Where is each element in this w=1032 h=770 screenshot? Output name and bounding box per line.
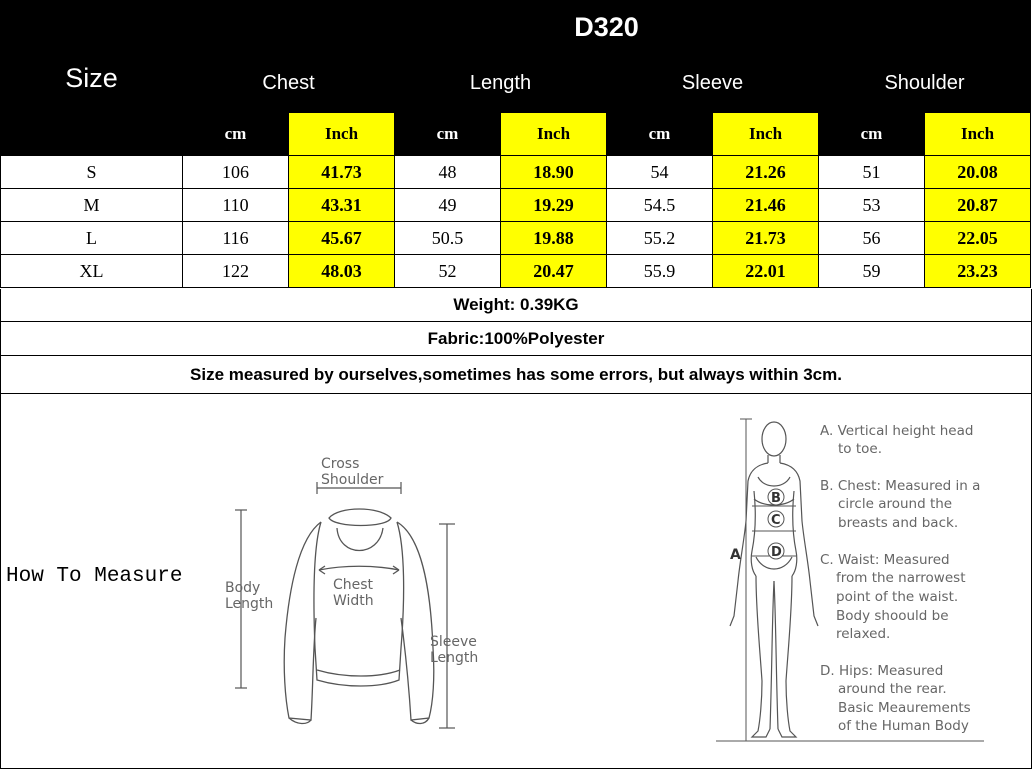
legend-b-line: B. Chest: Measured in a — [820, 478, 981, 494]
sleeve-inch-cell: 21.46 — [713, 189, 819, 222]
shoulder-cm-cell: 56 — [819, 222, 925, 255]
marker-a-label: A — [730, 547, 741, 563]
sleeve-cm-cell: 54.5 — [607, 189, 713, 222]
table-row — [1, 156, 1031, 189]
cross-shoulder-label: Cross — [321, 456, 360, 472]
product-code: D320 — [183, 1, 1031, 54]
unit-inch-header: Inch — [289, 113, 395, 156]
unit-cm-header: cm — [607, 113, 713, 156]
size-table — [0, 0, 1031, 288]
size-cell: S — [1, 156, 183, 189]
legend-a-line: to toe. — [838, 441, 882, 457]
weight-row: Weight: 0.39KG — [0, 289, 1032, 322]
sleeve-cm-cell: 54 — [607, 156, 713, 189]
legend-c-line: C. Waist: Measured — [820, 552, 950, 568]
body-diagram — [716, 411, 1016, 761]
marker-b-label: B — [771, 491, 781, 506]
chest-inch-cell: 48.03 — [289, 255, 395, 288]
length-cm-cell: 52 — [395, 255, 501, 288]
shoulder-cm-cell: 59 — [819, 255, 925, 288]
how-to-measure-panel — [0, 393, 1032, 769]
marker-c-label: C — [771, 513, 781, 528]
length-inch-cell: 20.47 — [501, 255, 607, 288]
chest-inch-cell: 43.31 — [289, 189, 395, 222]
shoulder-inch-cell: 22.05 — [925, 222, 1031, 255]
shoulder-inch-cell: 20.87 — [925, 189, 1031, 222]
unit-inch-header: Inch — [925, 113, 1031, 156]
size-cell: XL — [1, 255, 183, 288]
length-cm-cell: 50.5 — [395, 222, 501, 255]
length-header: Length — [395, 54, 607, 113]
length-inch-cell: 19.88 — [501, 222, 607, 255]
human-figure-icon — [730, 422, 818, 737]
chest-cm-cell: 122 — [183, 255, 289, 288]
size-cell: M — [1, 189, 183, 222]
chest-cm-cell: 116 — [183, 222, 289, 255]
unit-inch-header: Inch — [713, 113, 819, 156]
chest-inch-cell: 45.67 — [289, 222, 395, 255]
legend-a-line: A. Vertical height head — [820, 423, 974, 439]
sleeve-cm-cell: 55.9 — [607, 255, 713, 288]
sleeve-inch-cell: 21.26 — [713, 156, 819, 189]
body-length-label: Body — [225, 580, 261, 596]
table-row — [1, 255, 1031, 288]
legend-c-line: point of the waist. — [836, 589, 959, 605]
chest-header: Chest — [183, 54, 395, 113]
garment-diagram — [219, 448, 499, 748]
legend-c-line: relaxed. — [836, 626, 891, 642]
sweater-sketch-icon — [284, 509, 434, 724]
legend-d-line: D. Hips: Measured — [820, 663, 944, 679]
unit-cm-header: cm — [395, 113, 501, 156]
unit-cm-header: cm — [183, 113, 289, 156]
marker-d-label: D — [771, 545, 782, 560]
sleeve-header: Sleeve — [607, 54, 819, 113]
chest-inch-cell: 41.73 — [289, 156, 395, 189]
table-row — [1, 189, 1031, 222]
length-cm-cell: 48 — [395, 156, 501, 189]
chest-cm-cell: 110 — [183, 189, 289, 222]
sleeve-length-label: Sleeve — [430, 634, 477, 650]
length-inch-cell: 19.29 — [501, 189, 607, 222]
length-inch-cell: 18.90 — [501, 156, 607, 189]
shoulder-inch-cell: 20.08 — [925, 156, 1031, 189]
legend-d-line: of the Human Body — [838, 718, 969, 734]
legend-d-line: around the rear. — [838, 681, 947, 697]
chest-cm-cell: 106 — [183, 156, 289, 189]
length-cm-cell: 49 — [395, 189, 501, 222]
legend-c-line: from the narrowest — [836, 570, 966, 586]
shoulder-inch-cell: 23.23 — [925, 255, 1031, 288]
unit-cm-header: cm — [819, 113, 925, 156]
measurement-note: Size measured by ourselves,sometimes has some errors, but always within 3cm. — [0, 356, 1032, 394]
chest-width-label: Width — [333, 593, 374, 609]
measure-lines — [740, 419, 796, 741]
size-header: Size — [1, 1, 183, 156]
sleeve-length-label: Length — [430, 650, 479, 666]
shoulder-cm-cell: 53 — [819, 189, 925, 222]
size-cell: L — [1, 222, 183, 255]
table-row — [1, 222, 1031, 255]
sleeve-inch-cell: 22.01 — [713, 255, 819, 288]
cross-shoulder-label: Shoulder — [321, 472, 384, 488]
sleeve-inch-cell: 21.73 — [713, 222, 819, 255]
body-length-label: Length — [225, 596, 274, 612]
legend-d-line: Basic Meaurements — [838, 700, 971, 716]
unit-inch-header: Inch — [501, 113, 607, 156]
sleeve-cm-cell: 55.2 — [607, 222, 713, 255]
fabric-row: Fabric:100%Polyester — [0, 322, 1032, 356]
how-to-measure-label: How To Measure — [6, 565, 183, 588]
legend-b-line: breasts and back. — [838, 515, 959, 531]
shoulder-header: Shoulder — [819, 54, 1031, 113]
legend-c-line: Body shoould be — [836, 608, 949, 624]
chest-width-label: Chest — [333, 577, 374, 593]
shoulder-cm-cell: 51 — [819, 156, 925, 189]
legend-b-line: circle around the — [838, 496, 953, 512]
